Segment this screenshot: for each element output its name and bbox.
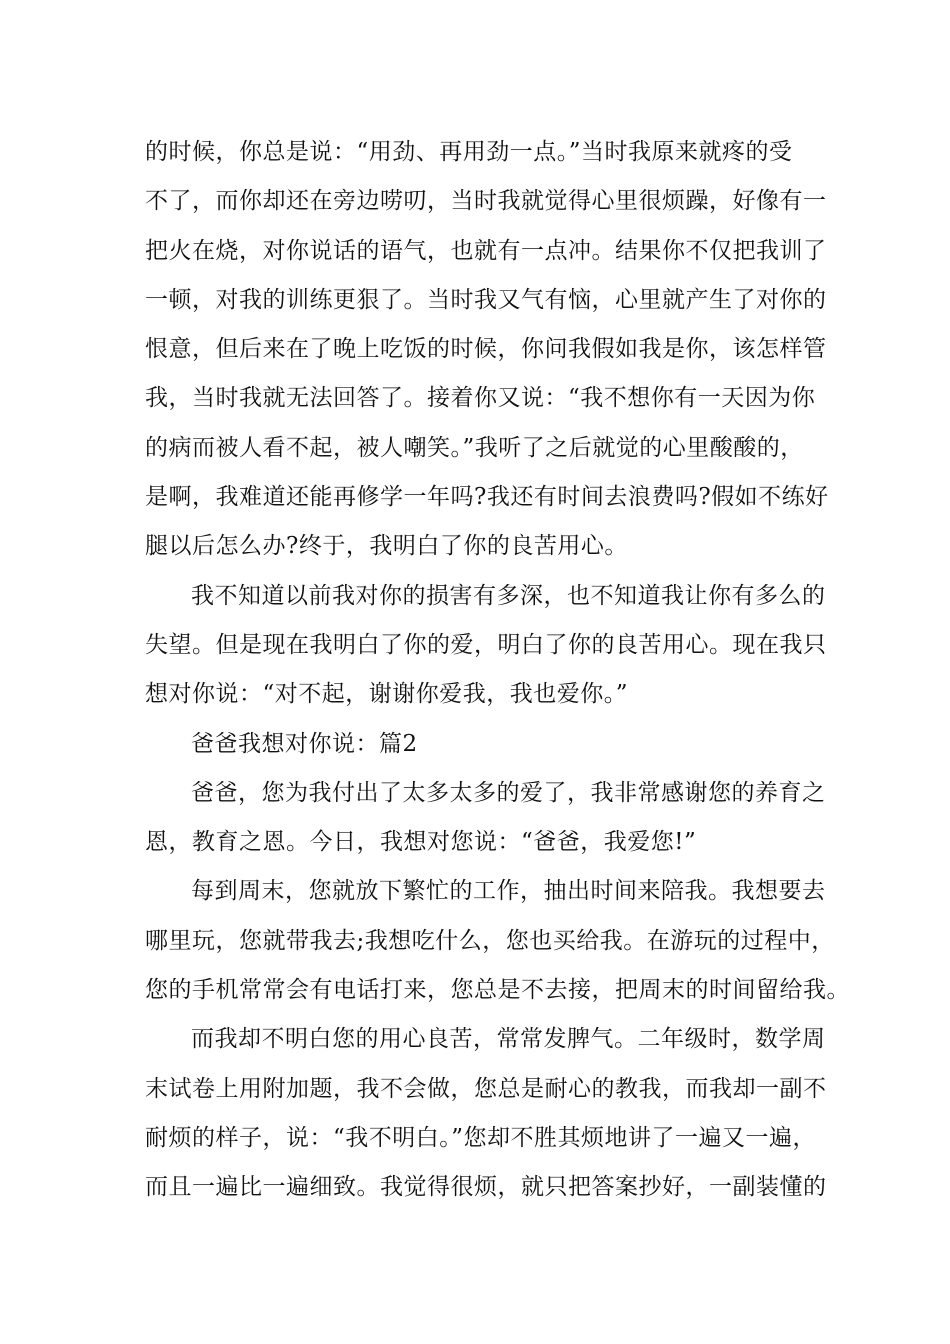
paragraph-start-line: 而我却不明白您的用心良苦，常常发脾气。二年级时，数学周	[191, 1026, 826, 1053]
text-line: 恨意，但后来在了晚上吃饭的时候，你问我假如我是你，该怎样管	[145, 336, 827, 363]
text-line: 一顿，对我的训练更狠了。当时我又气有恼，心里就产生了对你的	[145, 286, 827, 313]
text-line: 我，当时我就无法回答了。接着你又说：“我不想你有一天因为你	[145, 385, 816, 412]
text-line: 是啊，我难道还能再修学一年吗?我还有时间去浪费吗?假如不练好	[145, 484, 829, 511]
text-line: 恩，教育之恩。今日，我想对您说：“爸爸，我爱您!”	[145, 829, 697, 856]
text-line: 末试卷上用附加题，我不会做，您总是耐心的教我，而我却一副不	[145, 1075, 827, 1102]
text-line: 而且一遍比一遍细致。我觉得很烦，就只把答案抄好，一副装懂的	[145, 1174, 827, 1201]
paragraph-start-line: 爸爸，您为我付出了太多太多的爱了，我非常感谢您的养育之	[191, 779, 826, 806]
text-line: 失望。但是现在我明白了你的爱，明白了你的良苦用心。现在我只	[145, 631, 827, 658]
text-line: 不了，而你却还在旁边唠叨，当时我就觉得心里很烦躁，好像有一	[145, 188, 827, 215]
text-line: 耐烦的样子，说：“我不明白。”您却不胜其烦地讲了一遍又一遍，	[145, 1124, 817, 1151]
text-line: 想对你说：“对不起，谢谢你爱我，我也爱你。”	[145, 681, 629, 708]
text-line: 哪里玩，您就带我去;我想吃什么，您也买给我。在游玩的过程中，	[145, 927, 835, 954]
paragraph-start-line: 每到周末，您就放下繁忙的工作，抽出时间来陪我。我想要去	[191, 878, 826, 905]
document-body	[145, 128, 850, 1213]
text-line: 的时候，你总是说：“用劲、再用劲一点。”当时我原来就疼的受	[145, 139, 793, 165]
text-line: 腿以后怎么办?终于，我明白了你的良苦用心。	[145, 533, 628, 560]
text-line: 把火在烧，对你说话的语气，也就有一点冲。结果你不仅把我训了	[145, 237, 827, 264]
section-heading: 爸爸我想对你说：篇2	[191, 730, 418, 757]
paragraph-start-line: 我不知道以前我对你的损害有多深，也不知道我让你有多么的	[191, 582, 826, 609]
text-line: 的病而被人看不起，被人嘲笑。”我听了之后就觉的心里酸酸的，	[145, 434, 804, 461]
text-line: 您的手机常常会有电话打来，您总是不去接，把周末的时间留给我。	[145, 977, 850, 1004]
